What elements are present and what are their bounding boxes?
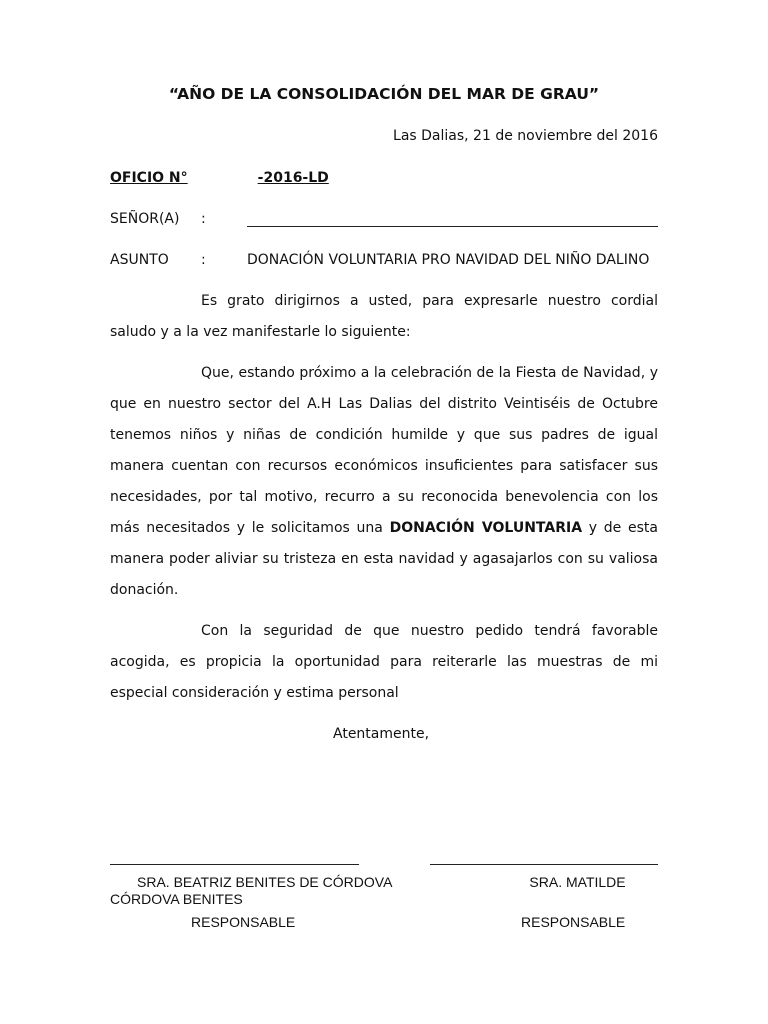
document-date: Las Dalias, 21 de noviembre del 2016 bbox=[393, 128, 658, 144]
recipient-blank-line bbox=[247, 226, 658, 227]
body-paragraph-3-text: Con la seguridad de que nuestro pedido tendrá favorable acogida, es propicia la oportunidad para reiterarle las muestras de mi especial consideración y estima personal bbox=[110, 623, 658, 701]
document-title: “AÑO DE LA CONSOLIDACIÓN DEL MAR DE GRAU” bbox=[168, 85, 600, 103]
subject-value: DONACIÓN VOLUNTARIA PRO NAVIDAD DEL NIÑO DALINO bbox=[247, 252, 650, 268]
body-paragraph-3 bbox=[110, 616, 658, 709]
signature-line-2 bbox=[430, 864, 658, 865]
body-paragraph-2-text-b: y de esta manera poder aliviar su tristeza en esta navidad y agasajarlos con su valiosa donación. bbox=[110, 520, 658, 598]
subject-colon: : bbox=[201, 252, 206, 268]
signer-2-role: RESPONSABLE bbox=[521, 914, 626, 930]
oficio-suffix: -2016-LD bbox=[257, 170, 329, 186]
recipient-colon: : bbox=[201, 211, 206, 227]
signer-2-name: SRA. MATILDE CÓRDOVA BENITES bbox=[110, 874, 626, 907]
signer-1-name: SRA. BEATRIZ BENITES DE CÓRDOVA bbox=[137, 874, 393, 890]
oficio-prefix: OFICIO N° bbox=[110, 170, 188, 186]
body-paragraph-1-text: Es grato dirigirnos a usted, para expresarle nuestro cordial saludo y a la vez manifestarle lo siguiente: bbox=[110, 293, 658, 340]
signature-line-1 bbox=[110, 864, 359, 865]
subject-label: ASUNTO bbox=[110, 252, 169, 268]
body-paragraph-2-text-a: Que, estando próximo a la celebración de la Fiesta de Navidad, y que en nuestro sector del A.H Las Dalias del distrito Veintiséis de Octubre tenemos niños y niñas de condición humilde y que sus padres de igual manera cuentan con recursos económicos insuficientes para satisfacer sus necesidades, por tal motivo, recurro a su reconocida benevolencia con los más necesitados y le solicitamos una bbox=[110, 365, 658, 536]
body-paragraph-2 bbox=[110, 358, 658, 606]
recipient-label: SEÑOR(A) bbox=[110, 211, 180, 227]
oficio-number bbox=[110, 170, 329, 186]
donation-emphasis: DONACIÓN VOLUNTARIA bbox=[389, 520, 583, 536]
signature-names bbox=[110, 874, 670, 908]
closing-salutation: Atentamente, bbox=[333, 726, 430, 742]
body-paragraph-1 bbox=[110, 286, 658, 348]
signer-1-role: RESPONSABLE bbox=[191, 914, 296, 930]
